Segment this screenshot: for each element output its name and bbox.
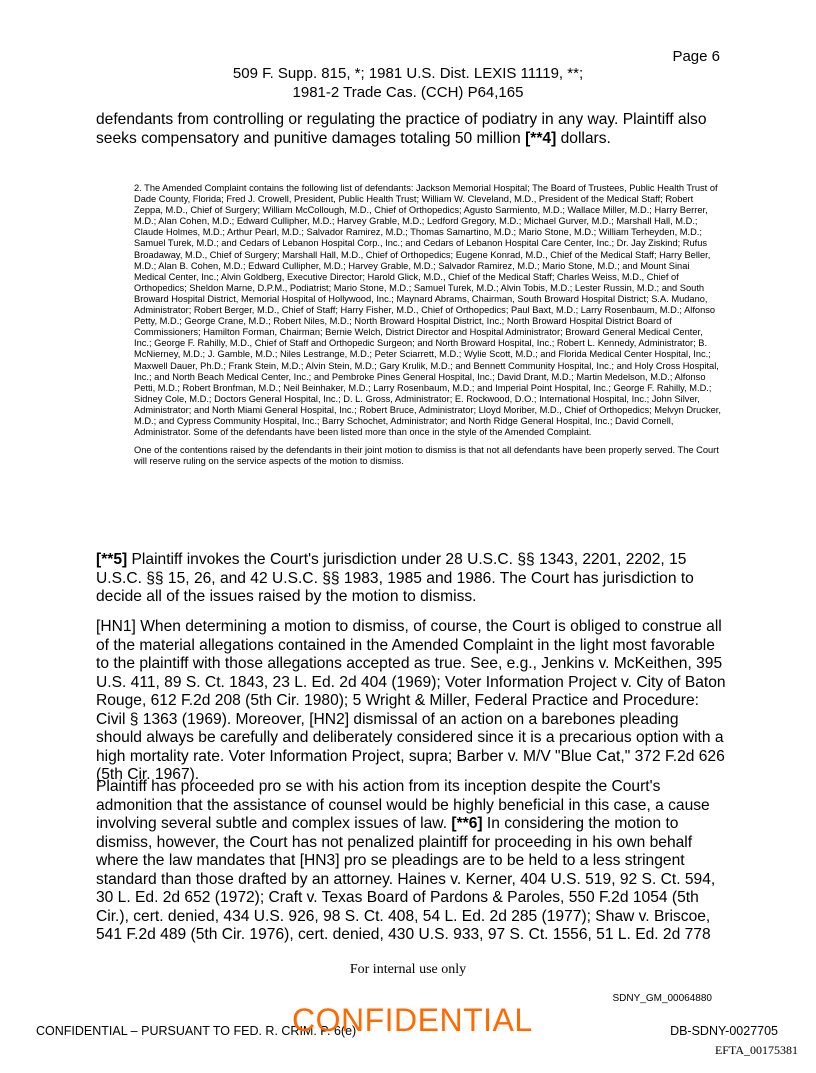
- paragraph-pro-se: [96, 778, 726, 945]
- paragraph-text: dollars.: [556, 129, 611, 147]
- confidential-notice: CONFIDENTIAL – PURSUANT TO FED. R. CRIM. P. 6(e): [36, 1024, 357, 1038]
- star-pagination-marker: [**4]: [525, 129, 557, 147]
- footnote-service-contention: One of the contentions raised by the defendants in their joint motion to dismiss is that not all defendants have been properly served. The Court will reserve ruling on the service aspects of the motion to dismiss.: [134, 445, 719, 467]
- citation-header: [0, 64, 816, 102]
- page-number: Page 6: [672, 48, 720, 65]
- citation-line-1: 509 F. Supp. 815, *; 1981 U.S. Dist. LEXIS 11119, **;: [232, 65, 584, 82]
- citation-line-2: 1981-2 Trade Cas. (CCH) P64,165: [292, 84, 524, 101]
- footnote-defendants-list: 2. The Amended Complaint contains the following list of defendants: Jackson Memorial Hospital; The Board of Trustees, Public Health Trust of Dade County, Florida; Fred J. Crowell, President, Public Health Trust; William W. Cleveland, M.D., President of the Medical Staff; Robert Zeppa, M.D., Chief of Surgery; William McCollough, M.D., Chief of Orthopedics; Agusto Sarmiento, M.D.; Wallace Miller, M.D.; Harry Berrer, M.D.; Alan Cohen, M.D.; Edward Cullipher, M.D.; Harvey Grable, M.D.; Ledford Gregory, M.D.; Michael Gurver, M.D.; Marshall Hall, M.D.; Claude Holmes, M.D.; Arthur Pearl, M.D.; Salvador Ramirez, M.D.; Thomas Samartino, M.D.; Mario Stone, M.D.; William Terheyden, M.D.; Samuel Turek, M.D.; and Cedars of Lebanon Hospital Corp., Inc.; and Cedars of Lebanon Hospital Care Center, Inc.; Dr. Jay Ziskind; Rufus Broadaway, M.D., Chief of Surgery; Marshall Hall, M.D., Chief of Orthopedics; Eugene Konrad, M.D., Chief of the Medical Staff; Harry Beller, M.D.; Alan B. Cohen, M.D.; Edward Cullipher, M.D.; Harvey Grable, M.D.; Salvador Ramirez, M.D.; Mario Stone, M.D.; and Mount Sinai Medical Center, Inc.; Alvin Goldberg, Executive Director; Harold Glick, M.D., Chief of the Medical Staff; Charles Weiss, M.D., Chief of Orthopedics; Sheldon Marne, D.P.M., Podiatrist; Mario Stone, M.D.; Samuel Turek, M.D.; Alvin Tobis, M.D.; Lester Russin, M.D.; and South Broward Hospital District, Memorial Hospital of Hollywood, Inc.; Maynard Abrams, Chairman, South Broward Hospital District; S.A. Mudano, Administrator; Robert Berger, M.D., Chief of Staff; Harry Fisher, M.D., Chief of Orthopedics; Paul Baxt, M.D.; Larry Rosenbaum, M.D.; Alfonso Petty, M.D.; George Crane, M.D.; Robert Niles, M.D.; North Broward Hospital District, Inc.; North Broward Hospital District Board of Commissioners; Hamilton Forman, Chairman; Bernie Welch, District Director and Hospital Administrator; Broward General Medical Center, Inc.; George F. Rahilly, M.D., Chief of Staff and Orthopedic Surgeon; and North Broward Hospital, Inc.; Robert L. Kennedy, Administrator; B. McNierney, M.D.; J. Gamble, M.D.; Niles Lestrange, M.D.; Peter Sciarrett, M.D.; Wylie Scott, M.D.; and Florida Medical Center Hospital, Inc.; Maxwell Dauer, Ph.D.; Frank Stein, M.D.; Alvin Stein, M.D.; Gary Krulik, M.D.; and Bennett Community Hospital, Inc.; and Holy Cross Hospital, Inc.; and North Beach Medical Center, Inc.; and Pembroke Pines General Hospital, Inc.; David Drant, M.D.; Martin Medelson, M.D.; Alfonso Petti, M.D.; Robert Bronfman, M.D.; Neil Beinhaker, M.D.; Larry Rosenbaum, M.D.; and Imperial Point Hospital, Inc.; George F. Rahilly, M.D.; Sidney Cole, M.D.; Doctors General Hospital, Inc.; D. L. Gross, Administrator; E. Rockwood, D.O.; International Hospital, Inc.; John Silver, Administrator; and North Miami General Hospital, Inc.; Robert Bruce, Administrator; Lloyd Moriber, M.D., Chief of Orthopedics; Melvyn Drucker, M.D.; and Cypress Community Hospital, Inc.; Barry Schochet, Administrator; and North Ridge General Hospital, Inc.; David Cornell, Administrator. Some of the defendants have been listed more than once in the style of the Amended Complaint.: [134, 183, 721, 438]
- paragraph-text: Plaintiff invokes the Court's jurisdiction under 28 U.S.C. §§ 1343, 2201, 2202, 15 U.S.C. §§ 15, 26, and 42 U.S.C. §§ 1983, 1985 and 1986. The Court has jurisdiction to decide all of the issues raised by the motion to dismiss.: [96, 551, 694, 605]
- paragraph-standard-of-review: [HN1] When determining a motion to dismiss, of course, the Court is obliged to construe all of the material allegations contained in the Amended Complaint in the light most favorable to the plaintiff with those allegations accepted as true. See, e.g., Jenkins v. McKeithen, 395 U.S. 411, 89 S. Ct. 1843, 23 L. Ed. 2d 404 (1969); Voter Information Project v. City of Baton Rouge, 612 F.2d 208 (5th Cir. 1980); 5 Wright & Miller, Federal Practice and Procedure: Civil § 1363 (1969). Moreover, [HN2] dismissal of an action on a barebones pleading should always be carefully and deliberately considered since it is a precarious option with a high mortality rate. Voter Information Project, supra; Barber v. M/V "Blue Cat," 372 F.2d 626 (5th Cir. 1967).: [96, 618, 726, 783]
- star-pagination-marker: [**6]: [451, 815, 483, 832]
- paragraph-text: defendants from controlling or regulating the practice of podiatry in any way. Plaintiff also seeks compensatory and punitive damages totaling 50 million: [96, 111, 707, 147]
- paragraph-text: In considering the motion to dismiss, however, the Court has not penalized plaintiff for proceeding in his own behalf where the law mandates that [HN3] pro se pleadings are to be held to a less stringent standard than those drafted by an attorney. Haines v. Kerner, 404 U.S. 519, 92 S. Ct. 594, 30 L. Ed. 2d 652 (1972); Craft v. Texas Board of Pardons & Paroles, 550 F.2d 1054 (5th Cir.), cert. denied, 434 U.S. 926, 98 S. Ct. 408, 54 L. Ed. 2d 285 (1977); Shaw v. Briscoe, 541 F.2d 489 (5th Cir. 1976), cert. denied, 430 U.S. 933, 97 S. Ct. 1556, 51 L. Ed. 2d 778: [96, 815, 716, 943]
- paragraph-damages: [96, 111, 726, 148]
- bates-number-sdny: DB-SDNY-0027705: [670, 1024, 778, 1038]
- bates-number-gm: SDNY_GM_00064880: [612, 993, 712, 1004]
- footnotes: [134, 183, 722, 467]
- paragraph-text: Plaintiff has proceeded pro se with his action from its inception despite the Court's admonition that the assistance of counsel would be highly beneficial in this case, a cause involving several subtle and complex issues of law.: [96, 778, 710, 832]
- star-pagination-marker: [**5]: [96, 551, 128, 568]
- internal-use-notice: For internal use only: [349, 962, 467, 977]
- paragraph-jurisdiction: [96, 551, 726, 607]
- efta-number: EFTA_00175381: [714, 1043, 798, 1057]
- confidential-stamp: CONFIDENTIAL: [292, 1002, 533, 1038]
